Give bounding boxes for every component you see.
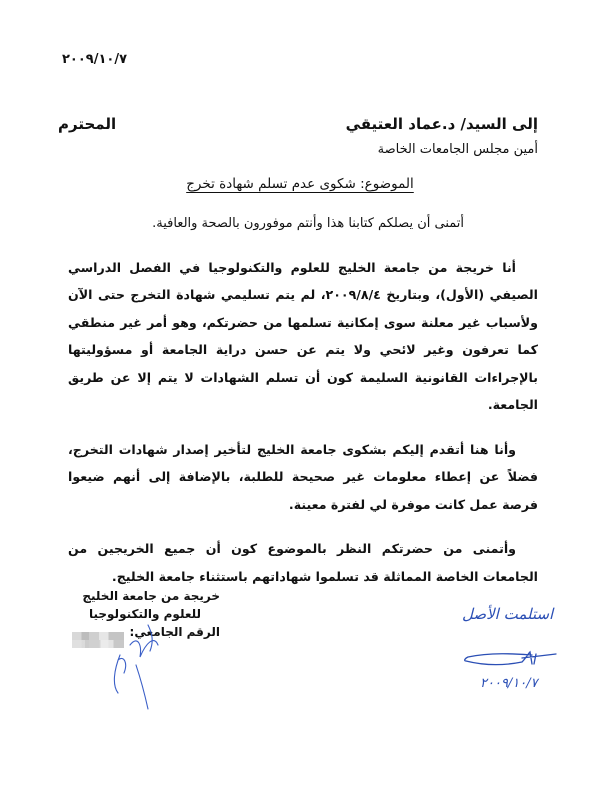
subject-line [0, 176, 600, 192]
handwritten-receipt-date: ٢٠٠٩/١٠/٧ [480, 676, 538, 691]
body-paragraph: وأنا هنا أتقدم إليكم بشكوى جامعة الخليج لتأخير إصدار شهادات التخرج، فضلاً عن إعطاء معلومات غير صحيحة للطلبة، بالإضافة إلى أنهم ضيعوا فرصة عمل كانت موفرة لي لفترة معينة. [68, 441, 538, 512]
sender-line-2: للعلوم والتكنولوجيا [88, 607, 202, 621]
recipient-honorific: المحترم [58, 115, 117, 133]
receiver-signature-icon [462, 648, 557, 670]
sender-line-1: خريجة من جامعة الخليج [82, 589, 220, 603]
recipient-salutation: إلى السيد/ د.عماد العتيقي [345, 115, 538, 133]
sender-signature-icon [100, 615, 180, 710]
body-paragraph: وأتمنى من حضرتكم النظر بالموضوع كون أن جميع الخريجين من الجامعات الخاصة المماثلة قد تسلموا شهاداتهم باستثناء جامعة الخليج. [68, 541, 538, 584]
letter-date: ٢٠٠٩/١٠/٧ [62, 52, 128, 67]
handwritten-receipt-note: استلمت الأصل [462, 605, 554, 623]
subject-text: الموضوع: شكوى عدم تسلم شهادة تخرج [186, 176, 414, 192]
letter-body [68, 210, 538, 607]
greeting-paragraph: أتمنى أن يصلكم كتابنا هذا وأنتم موفورون بالصحة والعافية. [152, 216, 464, 231]
sender-id-label: الرقم الجامعي: [129, 625, 220, 639]
recipient-title: أمين مجلس الجامعات الخاصة [377, 142, 538, 157]
body-paragraph: أنا خريجة من جامعة الخليج للعلوم والتكنولوجيا في الفصل الدراسي الصيفي (الأول)، وبتاريخ ٢٠٠٩/٨/٤، لم يتم تسليمي شهادة التخرج حتى الآن ولأسباب غير معلنة سوى إمكانية تسلمها من حضرتكم، وهو أمر غير منطقي كما تعرفون وغير لائحي ولا يتم عن حسن دراية الجامعة أو مسؤوليتها بالإجراءات القانونية السليمة كون أن تسلم الشهادات لا يتم إلا عن طريق الجامعة. [68, 259, 538, 412]
